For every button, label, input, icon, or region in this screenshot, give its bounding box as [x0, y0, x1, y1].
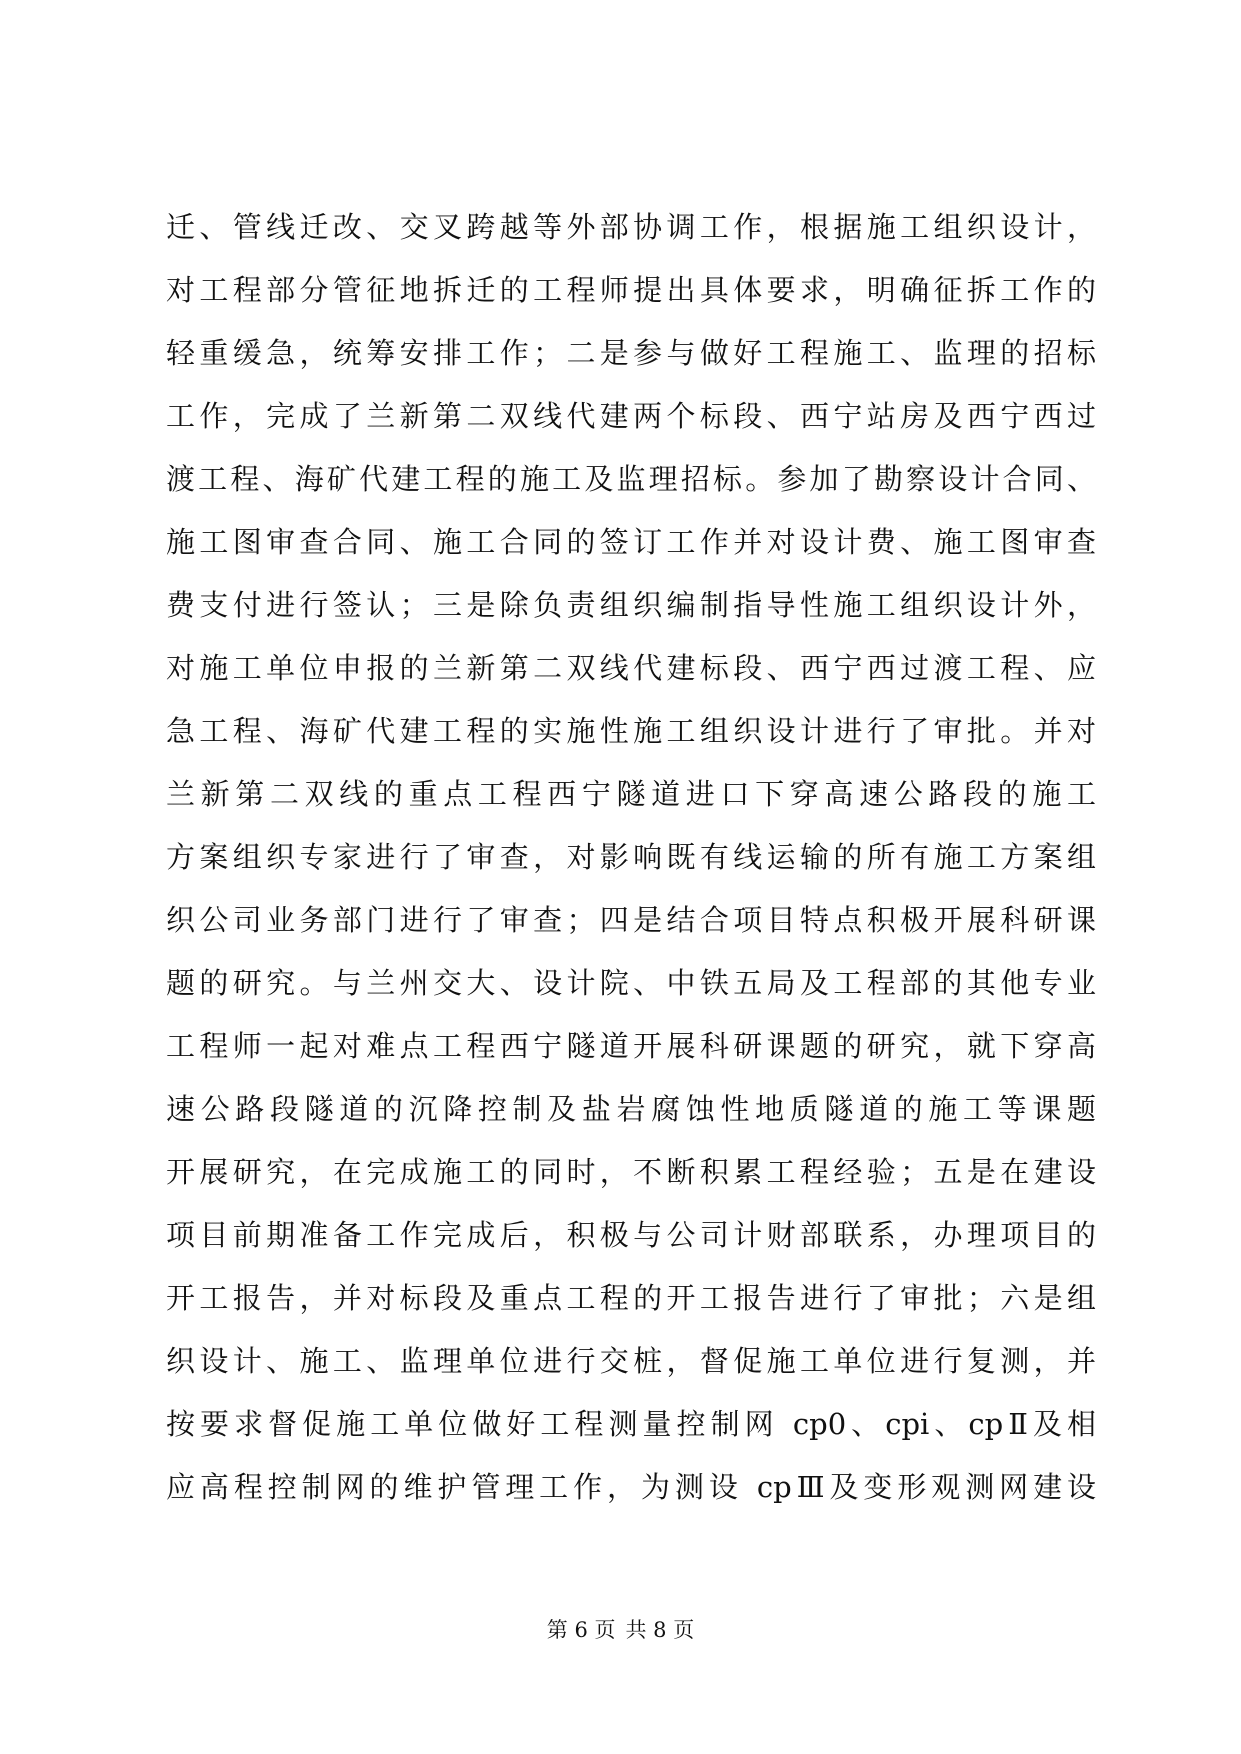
text-line: 费支付进行签认；三是除负责组织编制指导性施工组织设计外， — [166, 588, 1096, 622]
text-line: 对施工单位申报的兰新第二双线代建标段、西宁西过渡工程、应 — [166, 651, 1096, 685]
text-line: 急工程、海矿代建工程的实施性施工组织设计进行了审批。并对 — [166, 714, 1096, 748]
text-line: 速公路段隧道的沉降控制及盐岩腐蚀性地质隧道的施工等课题 — [166, 1092, 1096, 1126]
text-line: 开展研究，在完成施工的同时，不断积累工程经验；五是在建设 — [166, 1155, 1096, 1189]
page-number: 第 6 页 — [546, 1618, 616, 1642]
text-line: 对工程部分管征地拆迁的工程师提出具体要求，明确征拆工作的 — [166, 273, 1096, 307]
page-total: 共 8 页 — [625, 1618, 695, 1642]
text-line: 织公司业务部门进行了审查；四是结合项目特点积极开展科研课 — [166, 903, 1096, 937]
body-paragraph — [166, 196, 1096, 1519]
text-line: 轻重缓急，统筹安排工作；二是参与做好工程施工、监理的招标 — [166, 336, 1096, 370]
text-line: 应高程控制网的维护管理工作，为测设 cpⅢ及变形观测网建设 — [166, 1470, 1096, 1504]
text-line: 渡工程、海矿代建工程的施工及监理招标。参加了勘察设计合同、 — [166, 462, 1096, 496]
text-line: 兰新第二双线的重点工程西宁隧道进口下穿高速公路段的施工 — [166, 777, 1096, 811]
text-line: 题的研究。与兰州交大、设计院、中铁五局及工程部的其他专业 — [166, 966, 1096, 1000]
text-line: 工程师一起对难点工程西宁隧道开展科研课题的研究，就下穿高 — [166, 1029, 1096, 1063]
text-line: 施工图审查合同、施工合同的签订工作并对设计费、施工图审查 — [166, 525, 1096, 559]
text-line: 工作，完成了兰新第二双线代建两个标段、西宁站房及西宁西过 — [166, 399, 1096, 433]
text-line: 方案组织专家进行了审查，对影响既有线运输的所有施工方案组 — [166, 840, 1096, 874]
text-line: 按要求督促施工单位做好工程测量控制网 cp0、cpi、cpⅡ及相 — [166, 1407, 1096, 1441]
page-footer — [0, 1615, 1241, 1645]
text-line: 织设计、施工、监理单位进行交桩，督促施工单位进行复测，并 — [166, 1344, 1096, 1378]
text-line: 开工报告，并对标段及重点工程的开工报告进行了审批；六是组 — [166, 1281, 1096, 1315]
text-line: 项目前期准备工作完成后，积极与公司计财部联系，办理项目的 — [166, 1218, 1096, 1252]
text-line: 迁、管线迁改、交叉跨越等外部协调工作，根据施工组织设计， — [166, 210, 1096, 244]
